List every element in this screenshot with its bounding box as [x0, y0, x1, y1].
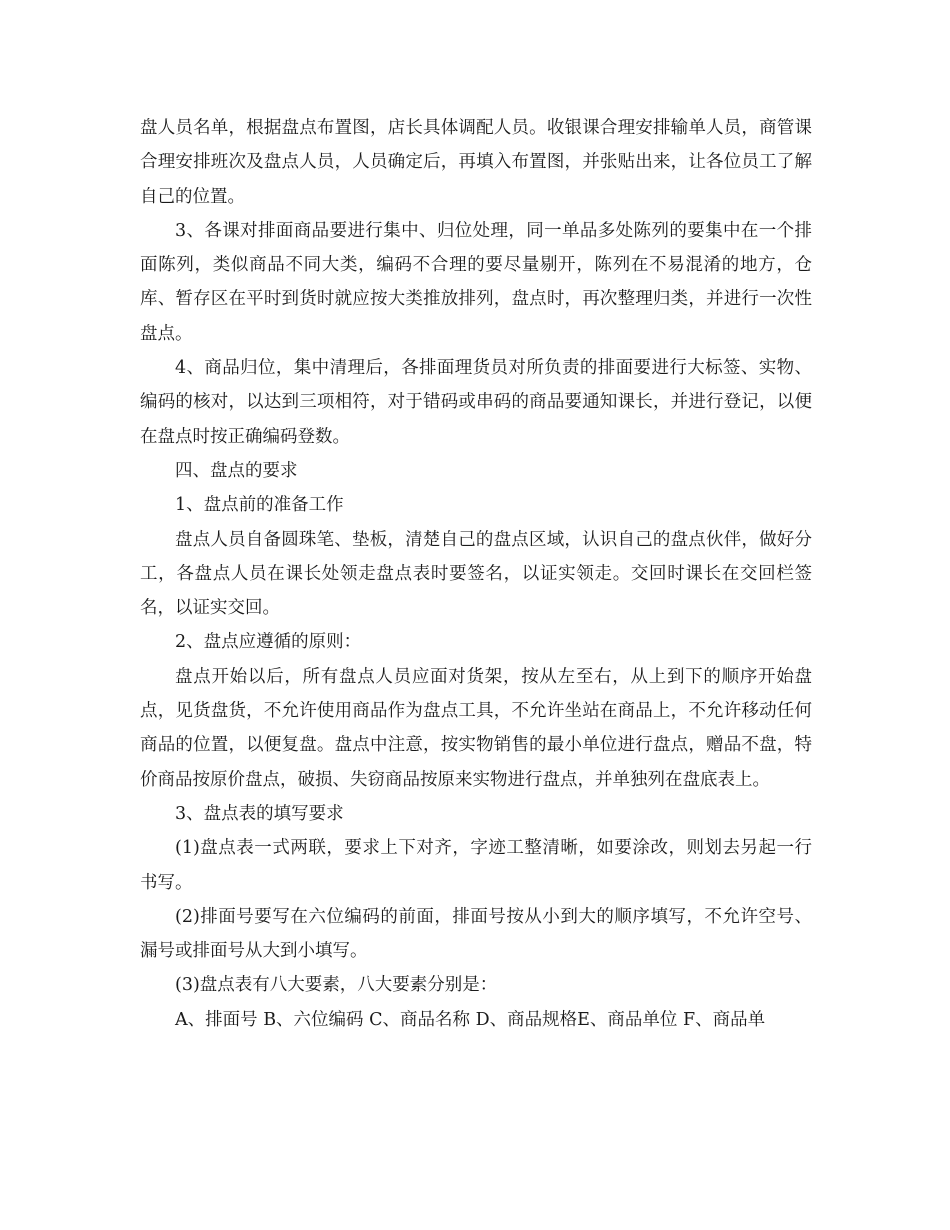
paragraph-item-4: 4、商品归位，集中清理后，各排面理货员对所负责的排面要进行大标签、实物、编码的核对，以达到三项相符，对于错码或串码的商品要通知课长，并进行登记，以便在盘点时按正确编码登数。: [140, 358, 812, 447]
paragraph-eight-elements: A、排面号 B、六位编码 C、商品名称 D、商品规格E、商品单位 F、商品单: [175, 1009, 766, 1030]
subheading-principles: 2、盘点应遵循的原则：: [175, 632, 362, 653]
paragraph-item-3: 3、各课对排面商品要进行集中、归位处理，同一单品多处陈列的要集中在一个排面陈列，类似商品不同大类，编码不合理的要尽量剔开，陈列在不易混淆的地方，仓库、暂存区在平时到货时就应按大类推放排列，盘点时，再次整理归类，并进行一次性盘点。: [140, 220, 812, 344]
paragraph-form-rule-2: (2)排面号要写在六位编码的前面，排面号按从小到大的顺序填写，不允许空号、漏号或排面号从大到小填写。: [140, 906, 812, 962]
paragraph-preparation: 盘点人员自备圆珠笔、垫板，清楚自己的盘点区域，认识自己的盘点伙伴，做好分工，各盘点人员在课长处领走盘点表时要签名，以证实领走。交回时课长在交回栏签名，以证实交回。: [140, 529, 812, 619]
subheading-form-requirements: 3、盘点表的填写要求: [175, 803, 344, 824]
section-heading-requirements: 四、盘点的要求: [175, 460, 298, 481]
paragraph-form-rule-3: (3)盘点表有八大要素，八大要素分别是：: [175, 975, 498, 996]
subheading-preparation: 1、盘点前的准备工作: [175, 495, 344, 516]
paragraph-form-rule-1: (1)盘点表一式两联，要求上下对齐，字迹工整清晰，如要涂改，则划去另起一行书写。: [140, 838, 812, 893]
document-body: [140, 111, 812, 1037]
paragraph-principles: 盘点开始以后，所有盘点人员应面对货架，按从左至右，从上到下的顺序开始盘点，见货盘货，不允许使用商品作为盘点工具，不允许坐站在商品上，不允许移动任何商品的位置，以便复盘。盘点中注意，按实物销售的最小单位进行盘点，赠品不盘，特价商品按原价盘点，破损、失窃商品按原来实物进行盘点，并单独列在盘底表上。: [140, 666, 812, 790]
paragraph-staff-list: 盘人员名单，根据盘点布置图，店长具体调配人员。收银课合理安排输单人员，商管课合理安排班次及盘点人员，人员确定后，再填入布置图，并张贴出来，让各位员工了解自己的位置。: [140, 118, 812, 207]
